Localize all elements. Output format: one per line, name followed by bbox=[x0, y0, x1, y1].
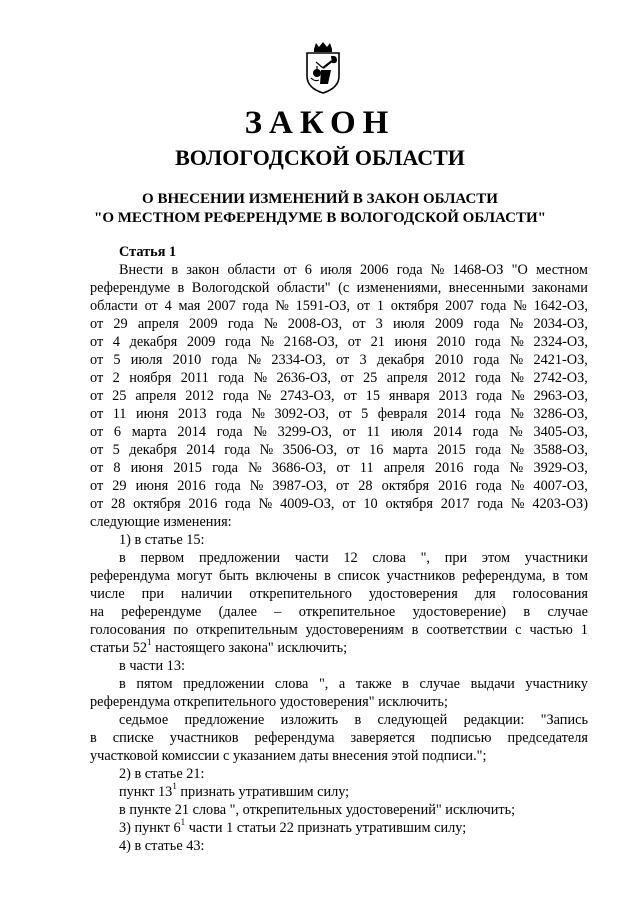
document-title: ЗАКОН bbox=[244, 105, 396, 141]
paragraph-line: от 29 апреля 2009 года № 2008-ОЗ, от 3 июля 2009 года № 2034-ОЗ, bbox=[90, 316, 588, 332]
law-heading bbox=[60, 190, 580, 228]
paragraph-line: от 29 июня 2016 года № 3987-ОЗ, от 28 октября 2016 года № 4007-ОЗ, bbox=[90, 478, 588, 494]
paragraph-line: участковой комиссии с указанием даты внесения этой подписи."; bbox=[90, 748, 487, 764]
document-region: ВОЛОГОДСКОЙ ОБЛАСТИ bbox=[175, 145, 465, 170]
paragraph-line: на референдуме (далее – открепительное удостоверение) в случае bbox=[90, 604, 588, 620]
paragraph-line: от 28 октября 2016 года № 4009-ОЗ, от 10 октября 2017 года № 4203-ОЗ) bbox=[90, 496, 588, 512]
paragraph-line: голосования по открепительным удостоверениям в соответствии с частью 1 bbox=[90, 622, 588, 638]
paragraph-line: области от 4 мая 2007 года № 1591-ОЗ, от 1 октября 2007 года № 1642-ОЗ, bbox=[90, 298, 588, 314]
paragraph-line: референдума открепительного удостоверения" исключить; bbox=[90, 694, 448, 710]
law-heading-line: "О МЕСТНОМ РЕФЕРЕНДУМЕ В ВОЛОГОДСКОЙ ОБЛАСТИ" bbox=[94, 210, 546, 226]
paragraph-line: Внести в закон области от 6 июля 2006 года № 1468-ОЗ "О местном bbox=[119, 262, 588, 278]
paragraph-line: статьи $52^1$ настоящего закона" исключить; bbox=[90, 637, 348, 656]
paragraph-line: в пятом предложении слова ", а также в случае выдачи участнику bbox=[119, 676, 588, 692]
article-body bbox=[90, 243, 588, 855]
item1-paragraph bbox=[90, 549, 588, 639]
paragraph-line: числе при наличии открепительного удостоверения для голосования bbox=[90, 586, 588, 602]
article-intro bbox=[90, 261, 588, 513]
paragraph-line: референдума могут быть включены в список участников референдума, в том bbox=[90, 568, 588, 584]
article-label: Статья 1 bbox=[119, 244, 177, 260]
paragraph-line: в пункте 21 слова ", открепительных удостоверений" исключить; bbox=[119, 802, 516, 818]
item-label: 2) в статье 21: bbox=[119, 766, 205, 782]
paragraph-line: пункт $13^1$ признать утратившим силу; bbox=[119, 781, 350, 800]
paragraph-line: от 4 декабря 2009 года № 2168-ОЗ, от 21 июня 2010 года № 2324-ОЗ, bbox=[90, 334, 588, 350]
paragraph-line: от 5 декабря 2014 года № 3506-ОЗ, от 16 марта 2015 года № 3588-ОЗ, bbox=[90, 442, 588, 458]
paragraph-line: следующие изменения: bbox=[90, 514, 232, 530]
paragraph-line: от 11 июня 2013 года № 3092-ОЗ, от 5 февраля 2014 года № 3286-ОЗ, bbox=[90, 406, 588, 422]
paragraph-line: референдуме в Вологодской области" (с изменениями, внесенными законами bbox=[90, 280, 588, 296]
paragraph-line: от 8 июня 2015 года № 3686-ОЗ, от 11 апреля 2016 года № 3929-ОЗ, bbox=[90, 460, 588, 476]
paragraph-line: в первом предложении части 12 слова ", при этом участники bbox=[119, 550, 588, 566]
paragraph-line: седьмое предложение изложить в следующей редакции: "Запись bbox=[119, 712, 588, 728]
part13-paragraph-1 bbox=[90, 675, 588, 693]
paragraph-line: от 25 апреля 2012 года № 2743-ОЗ, от 15 января 2013 года № 2963-ОЗ, bbox=[90, 388, 588, 404]
paragraph-line: от 6 марта 2014 года № 3299-ОЗ, от 11 июля 2014 года № 3405-ОЗ, bbox=[90, 424, 588, 440]
sub-item-label: в части 13: bbox=[119, 658, 185, 674]
paragraph-line: в списке участников референдума заверяется подписью председателя bbox=[90, 730, 588, 746]
paragraph-line: от 2 ноября 2011 года № 2636-ОЗ, от 25 апреля 2012 года № 2742-ОЗ, bbox=[90, 370, 588, 386]
item-label: 3) пункт $6^1$ части 1 статьи 22 признать утратившим силу; bbox=[119, 817, 467, 836]
item-label: 4) в статье 43: bbox=[119, 838, 205, 854]
paragraph-line: от 5 июля 2010 года № 2334-ОЗ, от 3 декабря 2010 года № 2421-ОЗ, bbox=[90, 352, 588, 368]
item-label: 1) в статье 15: bbox=[119, 532, 205, 548]
vologda-coat-of-arms-icon bbox=[301, 40, 345, 94]
part13-paragraph-2 bbox=[90, 711, 588, 747]
law-heading-line: О ВНЕСЕНИИ ИЗМЕНЕНИЙ В ЗАКОН ОБЛАСТИ bbox=[142, 191, 498, 207]
